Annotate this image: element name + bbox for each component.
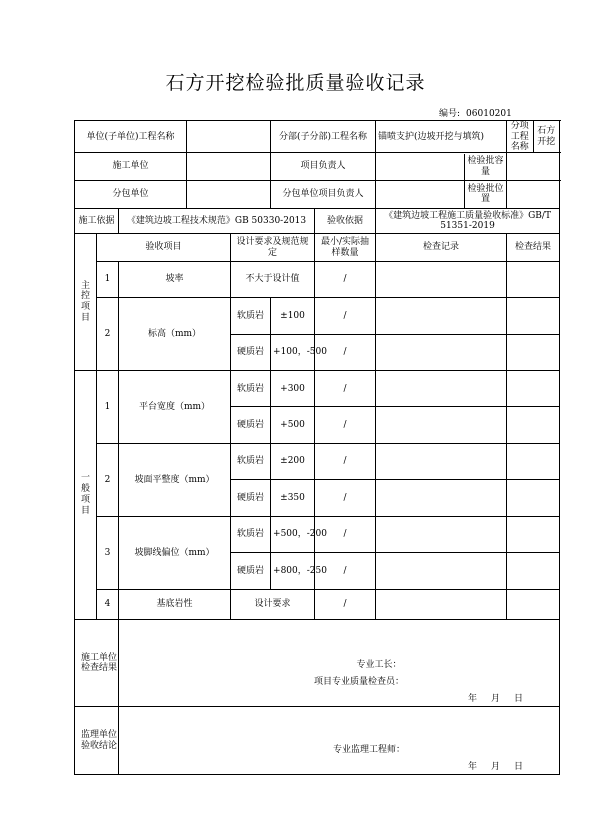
item-sample[interactable]: / xyxy=(315,443,376,479)
sub-pm-blank[interactable] xyxy=(376,181,464,208)
tolerance: +500 xyxy=(271,407,315,443)
unit-name-label: 单位(子单位)工程名称 xyxy=(75,121,187,153)
item-record[interactable] xyxy=(376,589,507,619)
item-record[interactable] xyxy=(376,516,507,552)
tolerance: ±100 xyxy=(271,298,315,334)
date-year: 年 xyxy=(467,762,477,773)
rock-type: 软质岩 xyxy=(231,371,271,407)
main-control-text: 主控项目 xyxy=(80,280,90,323)
item-record[interactable] xyxy=(376,480,507,516)
date-day: 日 xyxy=(514,694,524,705)
capacity-label: 检验批容量 xyxy=(467,156,504,177)
item-name: 标高（mm） xyxy=(119,298,231,371)
contractor-date xyxy=(454,694,523,704)
rock-type: 软质岩 xyxy=(231,443,271,479)
item-sample[interactable]: / xyxy=(315,261,376,297)
table-row xyxy=(75,516,560,552)
item-sample[interactable]: / xyxy=(315,553,376,589)
doc-number xyxy=(433,106,512,119)
item-result[interactable] xyxy=(507,261,560,297)
supervisor-date xyxy=(454,762,523,772)
rock-type: 硬质岩 xyxy=(231,407,271,443)
contractor-check-area[interactable] xyxy=(119,620,560,707)
basis-value: 《建筑边坡工程技术规范》GB 50330-2013 xyxy=(119,209,315,234)
item-result[interactable] xyxy=(507,589,560,619)
item-number: 3 xyxy=(97,516,119,589)
accept-basis-value: 《建筑边坡工程施工质量验收标准》GB/T 51351-2019 xyxy=(376,209,560,234)
item-name: 基底岩性 xyxy=(119,589,231,619)
table-row xyxy=(75,443,560,479)
item-result[interactable] xyxy=(507,298,560,334)
item-requirement: 不大于设计值 xyxy=(231,261,315,297)
sub-pm-value[interactable] xyxy=(376,180,507,208)
project-manager-value[interactable] xyxy=(376,153,507,180)
header-result: 检查结果 xyxy=(507,234,560,261)
date-day: 日 xyxy=(514,762,524,773)
item-sample[interactable]: / xyxy=(315,589,376,619)
item-sample[interactable]: / xyxy=(315,407,376,443)
tolerance: +300 xyxy=(271,371,315,407)
item-result[interactable] xyxy=(507,443,560,479)
item-result[interactable] xyxy=(507,516,560,552)
item-record[interactable] xyxy=(376,261,507,297)
capacity-value[interactable] xyxy=(507,153,560,180)
item-sample[interactable]: / xyxy=(315,480,376,516)
location-label: 检验批位置 xyxy=(467,184,504,205)
foreman-label: 专业工长： xyxy=(356,660,402,671)
doc-number-label: 编号: xyxy=(439,109,461,119)
contractor-label: 施工单位 xyxy=(75,153,187,180)
item-number: 2 xyxy=(97,443,119,516)
item-result[interactable] xyxy=(507,407,560,443)
subcontractor-value[interactable] xyxy=(187,180,271,208)
item-number: 1 xyxy=(97,261,119,297)
table-row xyxy=(75,298,560,334)
inspection-form xyxy=(74,120,560,775)
item-record[interactable] xyxy=(376,298,507,334)
table-row xyxy=(75,261,560,297)
item-sample[interactable]: / xyxy=(315,371,376,407)
supervisor-check-label xyxy=(75,707,119,775)
header-record: 检查记录 xyxy=(376,234,507,261)
item-record[interactable] xyxy=(376,334,507,370)
general-label xyxy=(75,371,97,620)
subdivision-value[interactable]: 锚喷支护(边坡开挖与填筑) xyxy=(376,121,507,153)
subcontractor-label: 分包单位 xyxy=(75,180,187,208)
supervisor-check-area[interactable] xyxy=(119,707,560,775)
item-result[interactable] xyxy=(507,553,560,589)
tolerance: ±350 xyxy=(271,480,315,516)
page-title: 石方开挖检验批质量验收记录 xyxy=(165,72,426,94)
item-sample[interactable]: / xyxy=(315,516,376,552)
main-control-label xyxy=(75,234,97,371)
item-record[interactable] xyxy=(376,371,507,407)
date-month: 月 xyxy=(491,762,501,773)
accept-basis-label: 验收依据 xyxy=(315,209,376,234)
item-result[interactable] xyxy=(507,480,560,516)
item-result[interactable] xyxy=(507,371,560,407)
item-sample[interactable]: / xyxy=(315,298,376,334)
header-design: 设计要求及规范规定 xyxy=(231,234,315,261)
item-name: 平台宽度（mm） xyxy=(119,371,231,444)
table-row xyxy=(75,589,560,619)
subdivision-label: 分部(子分部)工程名称 xyxy=(271,121,376,153)
item-result[interactable] xyxy=(507,334,560,370)
item-record[interactable] xyxy=(376,553,507,589)
item-name: 坡面平整度（mm） xyxy=(119,443,231,516)
rock-type: 硬质岩 xyxy=(231,553,271,589)
item-label-cell xyxy=(507,121,560,153)
basis-label: 施工依据 xyxy=(75,209,119,234)
sub-pm-label: 分包单位项目负责人 xyxy=(271,180,376,208)
supervising-engineer-label: 专业监理工程师： xyxy=(333,745,406,756)
rock-type: 软质岩 xyxy=(231,516,271,552)
header-sample: 最小/实际抽样数量 xyxy=(315,234,376,261)
rock-type: 硬质岩 xyxy=(231,480,271,516)
qc-inspector-label: 项目专业质量检查员： xyxy=(314,677,405,688)
unit-name-value[interactable] xyxy=(187,121,271,153)
pm-blank[interactable] xyxy=(376,154,464,180)
table-row xyxy=(75,371,560,407)
date-month: 月 xyxy=(491,694,501,705)
general-text: 一般项目 xyxy=(80,473,90,516)
tolerance: +800，-250 xyxy=(271,553,315,589)
doc-number-value: 06010201 xyxy=(466,109,512,119)
item-requirement: 设计要求 xyxy=(231,589,315,619)
project-manager-label: 项目负责人 xyxy=(271,153,376,180)
item-number: 4 xyxy=(97,589,119,619)
contractor-check-text: 施工单位检查结果 xyxy=(80,652,117,674)
header-item: 验收项目 xyxy=(97,234,231,261)
tolerance: +500，-200 xyxy=(271,516,315,552)
tolerance: +100，-500 xyxy=(271,334,315,370)
contractor-value[interactable] xyxy=(187,153,271,180)
location-value[interactable] xyxy=(507,180,560,208)
tolerance: ±200 xyxy=(271,443,315,479)
item-record[interactable] xyxy=(376,443,507,479)
rock-type: 硬质岩 xyxy=(231,334,271,370)
item-name-label: 分项工程名称 xyxy=(507,121,533,152)
item-number: 2 xyxy=(97,298,119,371)
rock-type: 软质岩 xyxy=(231,298,271,334)
item-name: 坡率 xyxy=(119,261,231,297)
item-sample[interactable]: / xyxy=(315,334,376,370)
date-year: 年 xyxy=(467,694,477,705)
contractor-check-label xyxy=(75,620,119,707)
item-number: 1 xyxy=(97,371,119,444)
supervisor-check-text: 监理单位验收结论 xyxy=(80,730,117,751)
item-name: 坡脚线偏位（mm） xyxy=(119,516,231,589)
item-record[interactable] xyxy=(376,407,507,443)
item-name-value[interactable]: 石方开挖 xyxy=(537,126,556,147)
